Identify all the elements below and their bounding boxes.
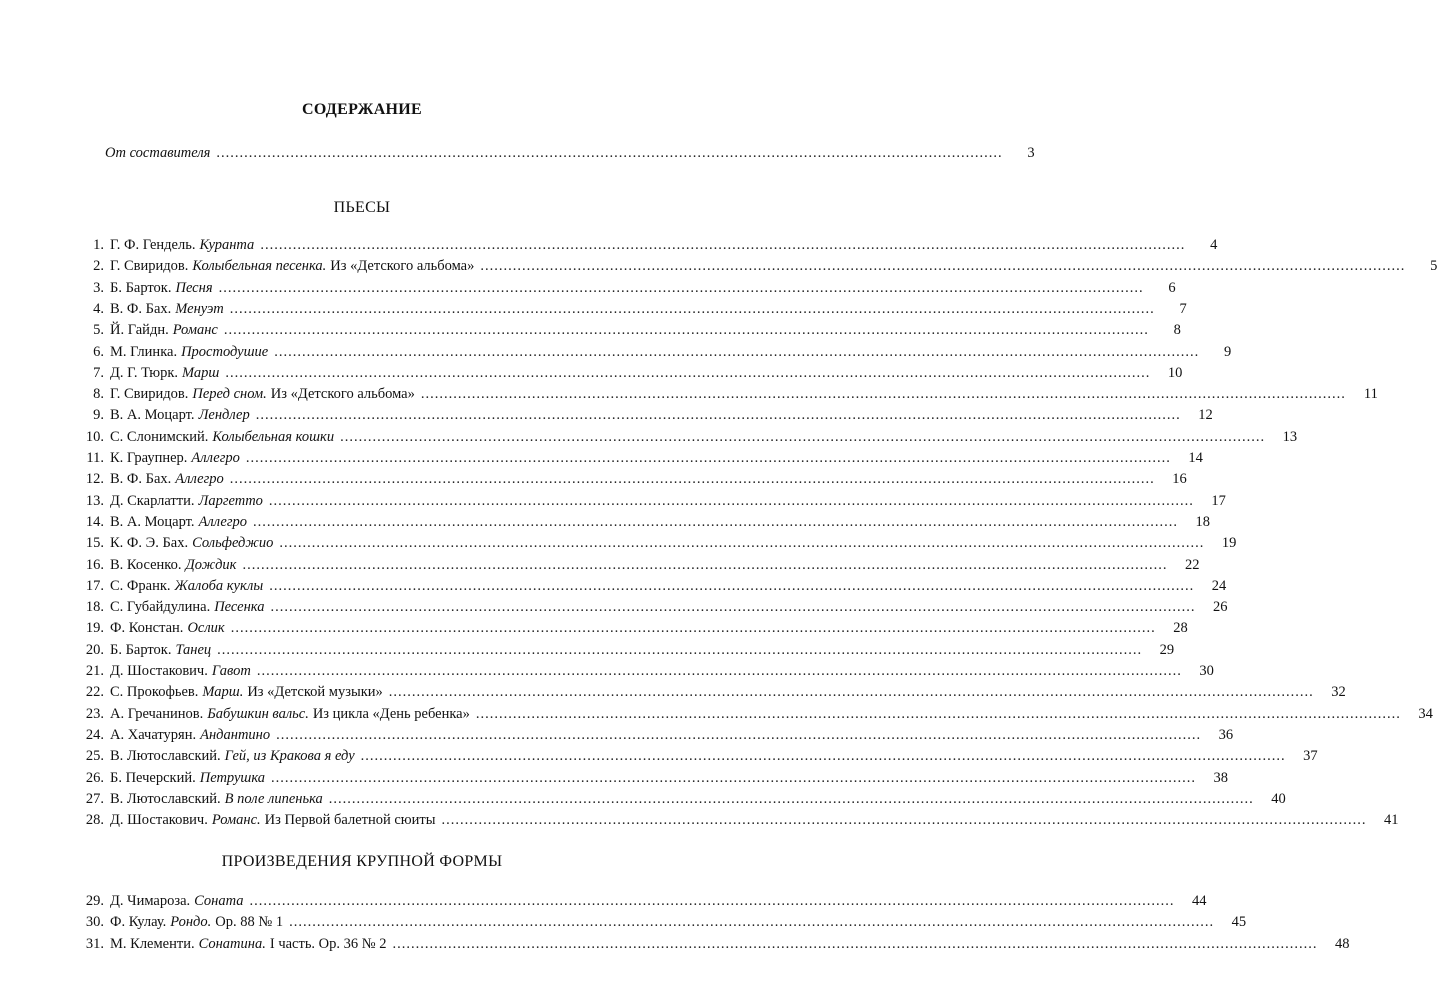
toc-entry [60, 597, 1228, 617]
toc-entry [60, 891, 1207, 911]
work-title: Песня [175, 279, 213, 296]
work-title: Ларгетто [198, 492, 263, 509]
work-title: Бабушкин вальс. [207, 705, 309, 722]
entry-number: 15. [85, 535, 104, 552]
work-title: Рондо. [170, 914, 212, 931]
composer-name: М. Клементи. [110, 935, 195, 952]
section-heading-large-forms: ПРОИЗВЕДЕНИЯ КРУПНОЙ ФОРМЫ [221, 853, 503, 870]
entry-number: 11. [86, 450, 104, 466]
dot-leader: ........................................................................................................................................................................................................ [289, 914, 1215, 931]
entry-number: 20. [85, 641, 104, 658]
entry-number: 14. [85, 513, 104, 530]
toc-entry [60, 299, 1187, 319]
composer-name: К. Ф. Э. Бах. [110, 535, 189, 552]
toc-entry [60, 512, 1211, 532]
entry-number: 31. [85, 935, 104, 952]
entry-number: 27. [85, 790, 104, 807]
page-number: 36 [1218, 726, 1234, 743]
entry-number: 3. [93, 279, 104, 296]
work-note: I часть. Ор. 36 № 2 [269, 935, 387, 952]
page-number: 18 [1195, 513, 1211, 530]
composer-name: С. Прокофьев. [110, 684, 199, 701]
page-number: 28 [1173, 620, 1188, 637]
page-number: 12 [1198, 407, 1213, 424]
dot-leader: ........................................................................................................................................................................................................ [230, 620, 1156, 637]
preface-label: От составителя [105, 145, 211, 161]
composer-name: А. Гречанинов. [110, 705, 204, 722]
composer-name: М. Глинка. [110, 343, 178, 360]
page-number: 19 [1221, 535, 1237, 552]
dot-leader: ........................................................................................................................................................................................................ [388, 684, 1314, 701]
page-number: 34 [1418, 705, 1433, 722]
entry-number: 18. [85, 599, 104, 616]
toc-entry [60, 491, 1226, 511]
entry-number: 19. [85, 620, 104, 637]
work-title: Аллегро [191, 450, 240, 466]
composer-name: Ф. Кулау. [110, 914, 167, 931]
entry-number: 10. [85, 428, 104, 445]
dot-leader: ........................................................................................................................................................................................................ [225, 364, 1151, 381]
dot-leader: ........................................................................................................................................................................................................ [245, 450, 1171, 466]
work-title: Сонатина. [198, 935, 266, 952]
composer-name: Б. Барток. [110, 641, 172, 658]
work-title: Романс [172, 322, 218, 339]
toc-entry [60, 704, 1433, 724]
composer-name: Б. Барток. [110, 279, 172, 296]
work-title: Марш [182, 364, 220, 381]
page-number: 8 [1173, 322, 1181, 339]
work-note: Из «Детского альбома» [330, 258, 475, 275]
entry-number: 24. [85, 726, 104, 743]
composer-name: С. Слонимский. [110, 428, 209, 445]
entry-number: 21. [85, 663, 104, 679]
toc-entry [60, 320, 1181, 340]
composer-name: С. Франк. [110, 577, 171, 594]
composer-name: В. Лютославский. [110, 748, 221, 765]
toc-entry [60, 576, 1227, 596]
work-title: Романс. [211, 812, 261, 829]
entry-number: 2. [93, 258, 104, 275]
work-note: Из цикла «День ребенка» [312, 705, 470, 722]
toc-entry [60, 235, 1218, 255]
composer-name: С. Губайдулина. [110, 599, 211, 616]
page-number: 16 [1172, 471, 1187, 488]
composer-name: К. Граупнер. [110, 450, 188, 466]
work-title: Куранта [199, 237, 255, 253]
composer-name: Д. Скарлатти. [110, 492, 195, 509]
entry-number: 26. [85, 769, 104, 786]
page-number: 26 [1212, 599, 1228, 616]
composer-name: Г. Свиридов. [110, 386, 189, 403]
page-number: 37 [1303, 748, 1318, 765]
composer-name: Ф. Констан. [110, 620, 184, 637]
dot-leader: ........................................................................................................................................................................................................ [279, 535, 1205, 552]
dot-leader: ........................................................................................................................................................................................................ [269, 577, 1195, 594]
toc-entry [60, 448, 1203, 468]
page-number: 38 [1213, 769, 1229, 786]
work-title: Простодушие [181, 343, 269, 360]
entry-number: 17. [85, 577, 104, 594]
page-number: 48 [1334, 935, 1350, 952]
page-number: 44 [1192, 893, 1207, 909]
toc-entry [60, 256, 1437, 276]
dot-leader: ........................................................................................................................................................................................................ [229, 300, 1155, 317]
page-number: 30 [1199, 663, 1214, 679]
dot-leader: ........................................................................................................................................................................................................ [218, 279, 1144, 296]
work-note: Из Первой балетной сюиты [264, 812, 436, 829]
page-number: 24 [1211, 577, 1227, 594]
page-number: 29 [1159, 641, 1175, 658]
page-number: 13 [1282, 428, 1298, 445]
work-title: Сольфеджио [192, 535, 274, 552]
page-number: 14 [1188, 450, 1203, 466]
work-title: Андантино [200, 726, 271, 743]
composer-name: В. А. Моцарт. [110, 407, 195, 424]
page-title: СОДЕРЖАНИЕ [301, 101, 423, 118]
toc-entry [60, 618, 1188, 638]
toc-entry [60, 682, 1346, 702]
toc-entry [60, 384, 1378, 404]
composer-name: В. Косенко. [110, 556, 182, 573]
entry-number: 29. [85, 893, 104, 909]
composer-name: В. А. Моцарт. [110, 513, 195, 530]
dot-leader: ........................................................................................................................................................................................................ [271, 769, 1197, 786]
dot-leader: ........................................................................................................................................................................................................ [249, 893, 1175, 909]
work-title: Гей, из Кракова я еду [224, 748, 355, 765]
entry-number: 28. [85, 812, 104, 829]
work-title: Петрушка [199, 769, 266, 786]
page-number: 5 [1430, 258, 1437, 275]
page-number: 40 [1271, 790, 1286, 807]
dot-leader: ........................................................................................................................................................................................................ [255, 407, 1181, 424]
composer-name: В. Ф. Бах. [110, 471, 172, 488]
entry-number: 30. [85, 914, 104, 931]
dot-leader: ........................................................................................................................................................................................................ [274, 343, 1200, 360]
work-title: Колыбельная песенка. [192, 258, 327, 275]
work-title: Аллегро [175, 471, 224, 488]
entry-number: 12. [85, 471, 104, 488]
page-number: 17 [1211, 492, 1226, 509]
section-heading-pieces: ПЬЕСЫ [333, 199, 391, 216]
page-number: 10 [1167, 364, 1183, 381]
preface-entry [60, 143, 1035, 163]
page-number: 6 [1168, 279, 1176, 296]
composer-name: Д. Чимароза. [110, 893, 191, 909]
dot-leader: ........................................................................................................................................................................................................ [223, 322, 1149, 339]
dot-leader: ........................................................................................................................................................................................................ [268, 492, 1194, 509]
toc-entry [60, 789, 1286, 809]
entry-number: 5. [93, 322, 104, 339]
toc-entry [60, 427, 1298, 447]
toc-entry [60, 912, 1247, 932]
dot-leader: ........................................................................................................................................................................................................ [340, 428, 1266, 445]
page-number: 3 [1027, 145, 1035, 161]
work-title: Соната [194, 893, 244, 909]
toc-entry [60, 725, 1234, 745]
toc-entry [60, 363, 1183, 383]
dot-leader: ........................................................................................................................................................................................................ [217, 641, 1143, 658]
dot-leader: ........................................................................................................................................................................................................ [260, 237, 1186, 253]
page-number: 41 [1383, 812, 1399, 829]
dot-leader: ........................................................................................................................................................................................................ [420, 386, 1346, 403]
toc-entry [60, 555, 1200, 575]
work-title: В поле липенька [224, 790, 323, 807]
dot-leader: ........................................................................................................................................................................................................ [328, 790, 1254, 807]
entry-number: 25. [85, 748, 104, 765]
page-number: 7 [1179, 300, 1187, 317]
work-note: Из «Детской музыки» [247, 684, 383, 701]
page-number: 11 [1363, 386, 1378, 403]
entry-number: 9. [93, 407, 104, 424]
toc-entry [60, 533, 1237, 553]
work-title: Ослик [187, 620, 225, 637]
composer-name: Б. Печерский. [110, 769, 196, 786]
dot-leader: ........................................................................................................................................................................................................ [475, 705, 1401, 722]
toc-entry [60, 810, 1399, 830]
toc-entry [60, 405, 1213, 425]
toc-entry [60, 640, 1175, 660]
work-title: Песенка [214, 599, 265, 616]
toc-entry [60, 469, 1187, 489]
dot-leader: .......................................................................................................................................................................... [216, 145, 1003, 161]
entry-number: 6. [93, 343, 104, 360]
dot-leader: ........................................................................................................................................................................................................ [276, 726, 1202, 743]
page-number: 32 [1331, 684, 1346, 701]
dot-leader: ........................................................................................................................................................................................................ [480, 258, 1406, 275]
work-title: Гавот [211, 663, 251, 679]
dot-leader: ........................................................................................................................................................................................................ [270, 599, 1196, 616]
composer-name: В. Лютославский. [110, 790, 221, 807]
dot-leader: ........................................................................................................................................................................................................ [392, 935, 1318, 952]
composer-name: Д. Шостакович. [110, 812, 208, 829]
composer-name: Г. Свиридов. [110, 258, 189, 275]
dot-leader: ........................................................................................................................................................................................................ [229, 471, 1155, 488]
work-title: Колыбельная кошки [212, 428, 335, 445]
page-number: 45 [1231, 914, 1247, 931]
entry-number: 16. [85, 556, 104, 573]
work-title: Перед сном. [192, 386, 267, 403]
work-title: Дождик [185, 556, 237, 573]
entry-number: 8. [93, 386, 104, 403]
work-title: Аллегро [198, 513, 248, 530]
dot-leader: ........................................................................................................................................................................................................ [441, 812, 1367, 829]
toc-entry [60, 278, 1176, 298]
toc-entry [60, 746, 1318, 766]
toc-entry [60, 934, 1350, 954]
work-title: Марш. [202, 684, 244, 701]
composer-name: Д. Г. Тюрк. [110, 364, 179, 381]
work-title: Менуэт [175, 300, 224, 317]
composer-name: А. Хачатурян. [110, 726, 197, 743]
entry-number: 23. [85, 705, 104, 722]
work-note: Ор. 88 № 1 [215, 914, 284, 931]
dot-leader: ........................................................................................................................................................................................................ [256, 663, 1182, 679]
toc-entry [60, 661, 1214, 681]
composer-name: Й. Гайдн. [110, 322, 169, 339]
dot-leader: ........................................................................................................................................................................................................ [253, 513, 1179, 530]
toc-entry [60, 342, 1232, 362]
page-number: 4 [1210, 237, 1218, 253]
page-number: 9 [1223, 343, 1232, 360]
composer-name: Г. Ф. Гендель. [110, 237, 196, 253]
entry-number: 4. [93, 300, 104, 317]
composer-name: В. Ф. Бах. [110, 300, 172, 317]
entry-number: 7. [93, 364, 104, 381]
work-title: Лендлер [198, 407, 250, 424]
composer-name: Д. Шостакович. [110, 663, 208, 679]
page-number: 22 [1184, 556, 1200, 573]
work-title: Танец [175, 641, 212, 658]
dot-leader: ........................................................................................................................................................................................................ [242, 556, 1168, 573]
dot-leader: ........................................................................................................................................................................................................ [360, 748, 1286, 765]
entry-number: 22. [85, 684, 104, 701]
work-note: Из «Детского альбома» [270, 386, 415, 403]
entry-number: 13. [85, 492, 104, 509]
work-title: Жалоба куклы [174, 577, 264, 594]
entry-number: 1. [93, 237, 104, 253]
toc-entry [60, 768, 1229, 788]
